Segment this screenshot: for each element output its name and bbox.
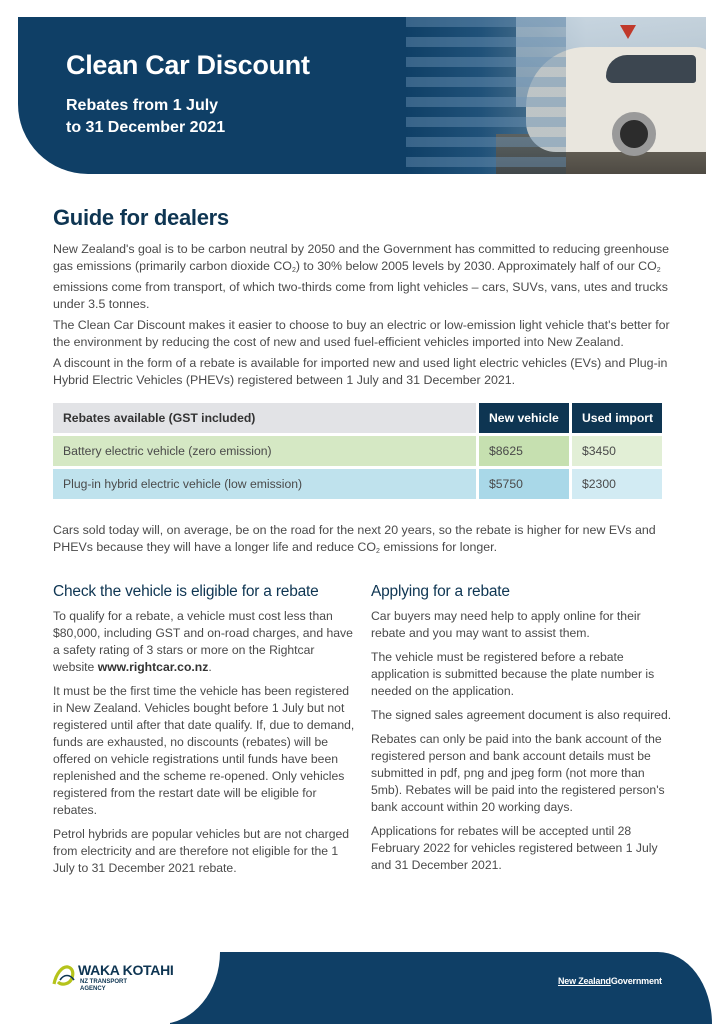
applying-paragraph-3: The signed sales agreement document is also required. — [371, 708, 672, 722]
applying-paragraph-4: Rebates can only be paid into the bank account of the registered person and bank account details must be submitted in pdf, png and jpeg form (not more than 5mb). Rebates will be paid into the registered person's bank account within 20 working days. — [371, 732, 665, 814]
applying-paragraph-5: Applications for rebates will be accepted until 28 February 2022 for vehicles registered between 1 July and 31 December 2021. — [371, 824, 658, 872]
applying-paragraph-1: Car buyers may need help to apply online for their rebate and you may want to assist them. — [371, 609, 641, 640]
phev-used-value: $2300 — [572, 469, 662, 499]
page-title: Guide for dealers — [53, 205, 229, 230]
eligibility-paragraph-3: Petrol hybrids are popular vehicles but are not charged from electricity and are therefore not eligible for the 1 July to 31 December 2021 rebate. — [53, 827, 350, 875]
applying-paragraph-2: The vehicle must be registered before a rebate application is submitted because the plate number is needed on the application. — [371, 650, 655, 698]
cars-sold-paragraph: Cars sold today will, on average, be on the road for the next 20 years, so the rebate is higher for new EVs and PHEVs because they will have a longer life and reduce $CO_2$ emissions for longer. — [53, 523, 656, 555]
rebates-table — [53, 403, 671, 502]
nz-government-logo: New ZealandGovernment — [558, 976, 662, 986]
phev-new-value: $5750 — [479, 469, 569, 499]
table-header-rebates: Rebates available (GST included) — [53, 403, 476, 433]
table-row — [53, 436, 671, 466]
eligibility-section — [53, 583, 358, 884]
bev-used-value: $3450 — [572, 436, 662, 466]
table-header-used-import: Used import — [572, 403, 662, 433]
banner-title: Clean Car Discount — [66, 50, 310, 80]
table-header-row — [53, 403, 671, 433]
logo-subtitle: NZ TRANSPORT AGENCY — [80, 979, 127, 992]
row-label-phev: Plug-in hybrid electric vehicle (low emission) — [53, 469, 476, 499]
table-header-new-vehicle: New vehicle — [479, 403, 569, 433]
rebate-intro-paragraph: A discount in the form of a rebate is available for imported new and used light electric vehicles (EVs) and Plug-in Hybrid Electric Vehicles (PHEVs) registered between 1 July and 31 December 2021. — [53, 356, 668, 387]
footer-band — [170, 952, 712, 1024]
rightcar-link[interactable]: www.rightcar.co.nz — [97, 660, 209, 674]
intro-paragraph: New Zealand's goal is to be carbon neutral by 2050 and the Government has committed to reducing greenhouse gas emissions (primarily carbon dioxide $CO_2$) to 30% below 2005 levels by 2030. Approximately half of our $CO_2$ emissions come from transport, of which two-thirds come from light vehicles – cars, SUVs, vans, utes and trucks under 3.5 tonnes. — [53, 242, 670, 311]
banner-subtitle-line2: to 31 December 2021 — [66, 119, 226, 136]
wheel-icon — [612, 112, 656, 156]
banner-subtitle — [66, 95, 225, 139]
banner-car-photo — [406, 17, 706, 174]
banner-subtitle-line1: Rebates from 1 July — [66, 97, 219, 114]
eligibility-paragraph-2: It must be the first time the vehicle has been registered in New Zealand. Vehicles bought before 1 July but not registered until after that date qualify. If, due to demand, funds are exhausted, no discounts (rebates) will be offered on vehicle registrations until funds have been replenished and the scheme re-opened. Only vehicles registered from the restart date will be eligible for rebates. — [53, 684, 355, 817]
header-banner — [18, 17, 706, 174]
clean-car-paragraph: The Clean Car Discount makes it easier to choose to buy an electric or low-emission light vehicle that's better for the environment by reducing the cost of new and used fuel-efficient vehicles imported into New Zealand. — [53, 318, 670, 349]
waka-kotahi-logo — [52, 962, 202, 1002]
give-way-sign-icon — [620, 25, 636, 39]
logo-name: WAKA KOTAHI — [78, 962, 174, 978]
bev-new-value: $8625 — [479, 436, 569, 466]
applying-section — [371, 583, 676, 881]
row-label-bev: Battery electric vehicle (zero emission) — [53, 436, 476, 466]
eligibility-heading: Check the vehicle is eligible for a rebate — [53, 583, 319, 600]
waka-kotahi-mark-icon — [52, 964, 76, 990]
table-row — [53, 469, 671, 499]
wave-pattern — [406, 17, 566, 174]
eligibility-paragraph-1: To qualify for a rebate, a vehicle must cost less than $80,000, including GST and on-road charges, and have a safety rating of 3 stars or more on the Rightcar website www.rightcar.co.nz. — [53, 609, 353, 674]
applying-heading: Applying for a rebate — [371, 583, 510, 600]
